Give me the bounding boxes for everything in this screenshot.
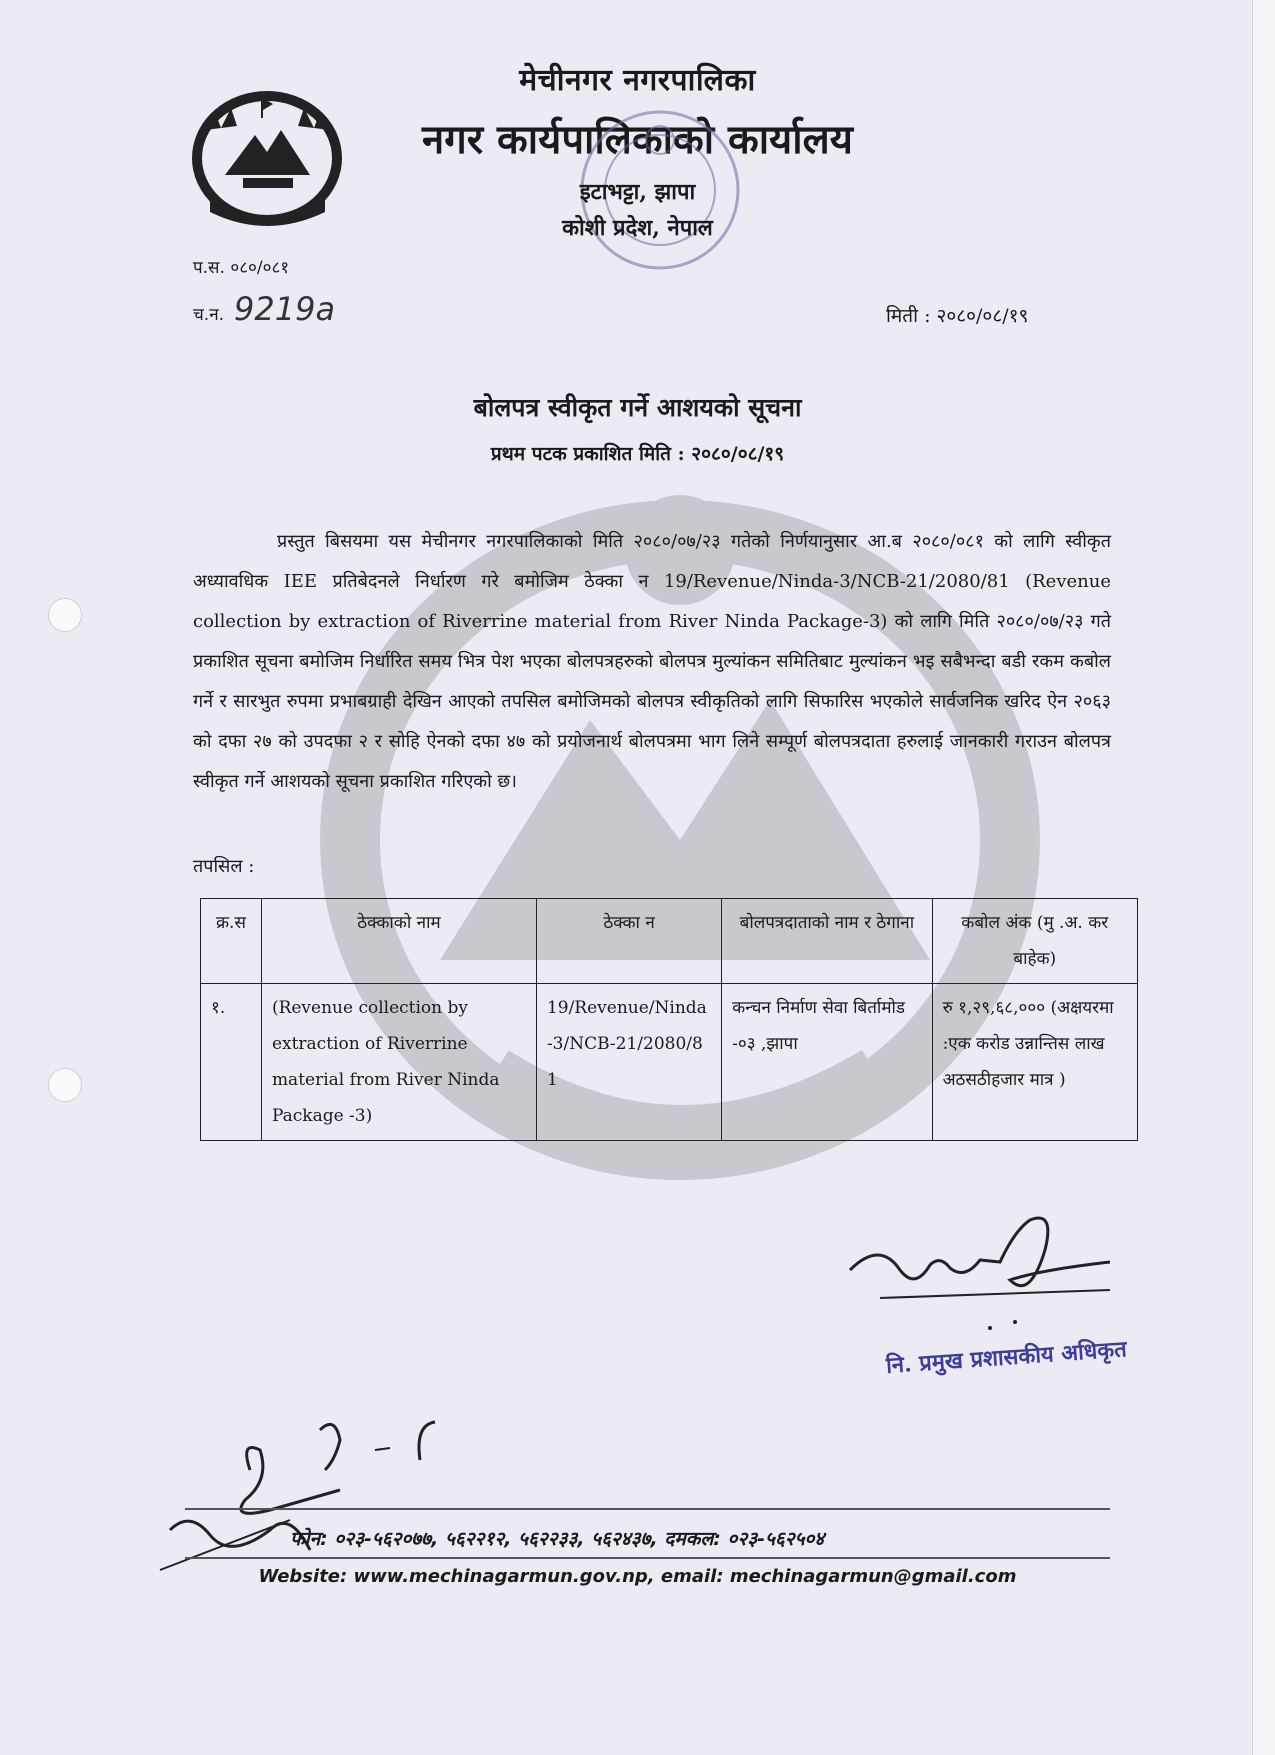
municipality-name: मेचीनगर नगरपालिका — [519, 63, 756, 98]
handwritten-initials-icon — [150, 1410, 560, 1590]
officer-designation: नि. प्रमुख प्रशासकीय अधिकृत — [885, 1336, 1128, 1379]
cell-contract-name: (Revenue collection by extraction of Riverrine material from River Ninda Package -3) — [261, 984, 536, 1141]
issue-date: मिती : २०८०/०८/१९ — [886, 305, 1029, 327]
notice-subtitle: प्रथम पटक प्रकाशित मिति : २०८०/०८/१९ — [490, 443, 785, 465]
cell-contract-number: 19/Revenue/Ninda-3/NCB-21/2080/81 — [536, 984, 721, 1141]
bid-details-table — [200, 898, 1138, 1141]
col-header-sn: क्र.स — [201, 899, 262, 984]
col-header-amount: कबोल अंक (मु .अ. कर बाहेक) — [932, 899, 1137, 984]
table-row — [201, 984, 1138, 1141]
punch-hole-top — [48, 598, 82, 632]
officer-signature-icon — [840, 1200, 1140, 1340]
table-header-row — [201, 899, 1138, 984]
cell-sn: १. — [201, 984, 262, 1141]
reference-number: प.स. ०८०/०८१ — [193, 258, 290, 278]
office-name: नगर कार्यपालिकाको कार्यालय — [422, 116, 853, 163]
dispatch-label: च.न. — [193, 305, 225, 325]
notice-body: प्रस्तुत बिसयमा यस मेचीनगर नगरपालिकाको मिति २०८०/०७/२३ गतेको निर्णयानुसार आ.ब २०८०/०८१ को लागि स्वीकृत अध्यावधिक IEE प्रतिबेदनले निर्धारण गरे बमोजिम ठेक्का न 19/Revenue/Ninda-3/NCB-21/2080/81 (Revenue collection by extraction of Riverrine material from River Ninda Package-3) को लागि मिति २०८०/०७/२३ गते प्रकाशित सूचना बमोजिम निर्धारित समय भित्र पेश भएका बोलपत्रहरुको बोलपत्र मुल्यांकन समितिबाट मुल्यांकन भइ सबैभन्दा बडी रकम कबोल गर्ने र सारभुत रुपमा प्रभाबग्राही देखिन आएको तपसिल बमोजिमको बोलपत्र स्वीकृतिको लागि सिफारिस भएकोले सार्वजनिक खरिद ऐन २०६३ को दफा २७ को उपदफा २ र सोहि ऐनको दफा ४७ को प्रयोजनार्थ बोलपत्रमा भाग लिने सम्पूर्ण बोलपत्रदाता हरुलाई जानकारी गराउन बोलपत्र स्वीकृत गर्ने आशयको सूचना प्रकाशित गरिएको छ। — [193, 531, 1111, 792]
notice-title: बोलपत्र स्वीकृत गर्ने आशयको सूचना — [473, 393, 802, 422]
details-label: तपसिल : — [193, 856, 255, 877]
office-province: कोशी प्रदेश, नेपाल — [562, 215, 713, 241]
col-header-contract-name: ठेक्काको नाम — [261, 899, 536, 984]
footer-website-email: Website: www.mechinagarmun.gov.np, email: mechinagarmun@gmail.com — [258, 1566, 1017, 1587]
footer-phone: फोन: ०२३-५६२०७७, ५६२२१२, ५६२२३३, ५६२४३७, दमकल: ०२३-५६२५०४ — [290, 1528, 825, 1550]
footer-divider-bottom — [185, 1557, 1110, 1559]
page-edge — [1252, 0, 1275, 1755]
office-location: इटाभट्टा, झापा — [579, 179, 696, 205]
col-header-bidder: बोलपत्रदाताको नाम र ठेगाना — [722, 899, 932, 984]
col-header-contract-number: ठेक्का न — [536, 899, 721, 984]
punch-hole-bottom — [48, 1068, 82, 1102]
dispatch-number-handwritten: 9219a — [234, 290, 336, 328]
cell-amount: रु १,२९,६८,००० (अक्षयरमा :एक करोड उन्नान्तिस लाख अठसठीहजार मात्र ) — [932, 984, 1137, 1141]
cell-bidder: कन्चन निर्माण सेवा बिर्तामोड -०३ ,झापा — [722, 984, 932, 1141]
footer-divider-top — [185, 1508, 1110, 1510]
